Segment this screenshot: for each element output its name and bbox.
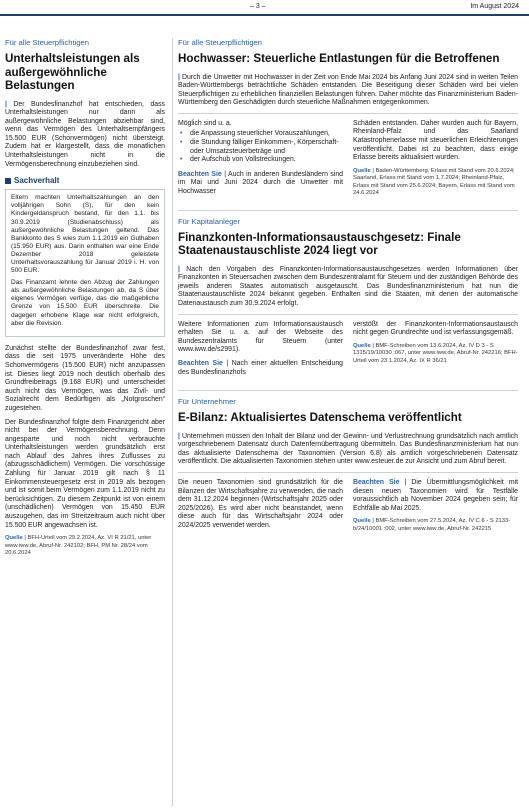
- article-lead: | Der Bundesfinanzhof hat entschieden, dass Unterhaltsleistungen nur dann als außergewöhnliche Belastungen abziehbar sind, wenn das Vermögen des Unterhaltsempfängers 15.500 EUR (Schonvermögen) nicht übersteigt. Zudem hat er klargestellt, dass die monatlichen Unterhaltsleistungen nicht in die Vermögensberechnung einzubeziehen sind.: [5, 101, 165, 170]
- source-label: Quelle: [353, 167, 371, 174]
- article-lead: | Durch die Unwetter mit Hochwasser in der Zeit von Ende Mai 2024 bis Anfang Juni 2024 sind in weiten Teilen Baden-Württembergs beträchtliche Schäden entstanden. Die Beseitigung dieser Schäden wird bei vielen Steuerpflichtigen zu erheblichen finanziellen Belastungen führen. Daher möchte das Finanzministerium Baden-Württemberg den Geschädigten durch steuerliche Maßnahmen entgegenkommen.: [178, 74, 518, 108]
- source-note: Quelle | Baden-Württemberg, Erlass mit Stand vom 20.6.2024; Saarland, Erlass mit Stand vom 1.7.2024; Rheinland-Pfalz, Erlass mit Stand vom 25.6.2024; Bayern, Erlass mit Stand vom 24.6.2024: [353, 167, 515, 197]
- section-label: Für Unternehmer: [178, 397, 236, 407]
- two-column-block: [178, 479, 518, 536]
- section-label: Für alle Steuerpflichtigen: [5, 38, 89, 47]
- source-text: Baden-Württemberg, Erlass mit Stand vom 20.6.2024; Saarland, Erlass mit Stand vom 1.7.2024; Rheinland-Pfalz, Erlass mit Stand vom 25.6.2024; Bayern, Erlass mit Stand vom 24.6.2024: [353, 167, 515, 197]
- divider: [178, 472, 518, 473]
- issue-date: Im August 2024: [470, 3, 519, 10]
- header-rule: [0, 14, 529, 16]
- note-label: Beachten Sie: [178, 170, 222, 178]
- divider: [178, 314, 518, 315]
- list-item: • die Stundung fälliger Einkommen-, Körperschaft- oder Umsatzsteuerbeträge und: [190, 139, 343, 156]
- body-paragraph: Die neuen Taxonomien sind grundsätzlich für die Bilanzen der Wirtschaftsjahre zu verwenden, die nach dem 31.12.2024 beginnen (Wirtschaftsjahr 2025 oder 2025/2026). Es wird aber nicht beanstandet, wenn diese auch für das Wirtschaftsjahr 2024 oder 2024/2025 verwendet werden.: [178, 479, 343, 529]
- sachverhalt-label: Sachverhalt: [14, 176, 60, 186]
- body-paragraph: verstößt der Finanzkonten-Informationsaustausch nicht gegen Grundrechte und ist verfassungsgemäß.: [353, 320, 518, 337]
- divider: [178, 390, 518, 391]
- section-label: Für alle Steuerpflichtigen: [178, 38, 262, 47]
- article-lead: | Nach den Vorgaben des Finanzkonten-Informationsaustauschgesetzes werden Informationen über Finanzkonten in Steuersachen zwischen dem Bundeszentralamt für Steuern und der zuständigen Behörde des jeweils anderen Staates automatisch ausgetauscht. Das Bundesfinanzministerium hat nun die Staatenaustauschliste 2024 bekannt gegeben. Enthalten sind die Staaten, mit denen der automatische Datenaustausch zum 30.9.2024 erfolgt.: [178, 266, 518, 309]
- note-label: Beachten Sie: [178, 359, 223, 367]
- article-unterhalt: [5, 38, 165, 557]
- section-label: Für Kapitalanleger: [178, 216, 241, 226]
- article-title: Hochwasser: Steuerliche Entlastungen für die Betroffenen: [178, 52, 500, 65]
- source-text: BFH-Urteil vom 29.2.2024, Az. VI R 21/21, unter www.iww.de, Abruf-Nr. 242102; BFH, PM Nr. 28/24 vom 20.6.2024: [5, 535, 152, 557]
- two-column-block: [178, 321, 518, 383]
- source-text: BMF-Schreiben vom 27.5.2024, Az. IV C 6 - S 2133-b/24/10001 :002, unter www.iww.de, Abruf-Nr. 242215: [353, 518, 511, 532]
- note-text: Die Übermittlungsmöglichkeit mit diesen neuen Taxonomien wird für Testfälle voraussichtlich ab November 2024 gegeben sein; für Echtfälle ab Mai 2025.: [353, 479, 519, 512]
- body-paragraph: Weitere Informationen zum Informationsaustausch erhalten Sie u. a. auf der Webseite des Bundeszentralamts für Steuern (unter www.iww.de/s2991).: [178, 320, 343, 354]
- column-divider: [172, 38, 173, 806]
- article-title: Unterhaltsleistungen als außergewöhnliche Belastungen: [5, 52, 140, 92]
- note-label: Beachten Sie: [353, 479, 400, 487]
- right-column: [178, 38, 518, 536]
- article-lead: | Unternehmen müssen den Inhalt der Bilanz und der Gewinn- und Verlustrechnung grundsätzlich nach amtlich vorgeschriebenem Datensatz durch Datenfernübertragung übermitteln. Das Bundesfinanzministerium hat nun das aktualisierte Datenschema der Taxonomien (Version 6.8) als amtlich vorgeschriebenen Datensatz veröffentlicht. Die aktualisierten Taxonomien stehen unter www.esteuer.de zur Ansicht und zum Abruf bereit.: [178, 433, 518, 467]
- note: Beachten Sie | Die Übermittlungsmöglichkeit mit diesen neuen Taxonomien wird für Testfälle voraussichtlich ab November 2024 gegeben sein; für Echtfälle ab Mai 2025.: [353, 479, 519, 512]
- page-header: [0, 0, 529, 14]
- square-icon: [5, 178, 11, 184]
- source-label: Quelle: [5, 535, 23, 542]
- article-title: Finanzkonten-Informationsaustauschgesetz: Finale Staatenaustauschliste 2024 liegt vor: [178, 230, 461, 258]
- page-number: – 3 –: [250, 3, 266, 10]
- source-text: BMF-Schreiben vom 13.6.2024, Az. IV D 3 - S 1315/19/10030 :067, unter www.iww.de, Abruf-Nr. 242216; BFH-Urteil vom 23.1.2024, Az. IX R 36/21: [353, 342, 518, 364]
- list-item: • die Anpassung steuerlicher Vorauszahlungen,: [190, 130, 343, 139]
- source-note: Quelle | BMF-Schreiben vom 27.5.2024, Az. IV C 6 - S 2133-b/24/10001 :002, unter www.iww.de, Abruf-Nr. 242215: [353, 518, 511, 532]
- intro-text: Möglich sind u. a.: [178, 119, 232, 127]
- source-label: Quelle: [353, 518, 371, 525]
- two-column-block: [178, 120, 518, 202]
- box-paragraph: Eltern machten Unterhaltszahlungen an den volljährigen Sohn (S), für den kein Kindergeldanspruch bestand, für den 1.1. bis 30.9.2019 (Studienabschluss) als außergewöhnliche Belastungen geltend. Das Bankkonto des S wies zum 1.1.2019 ein Guthaben (15.950 EUR) aus. Darin enthalten war eine Ende Dezember 2018 geleistete Unterhaltsvorauszahlung für Januar 2019 i. H. von 500 EUR.: [11, 194, 159, 275]
- sachverhalt-box: [5, 189, 165, 337]
- source-note: Quelle | BFH-Urteil vom 29.2.2024, Az. VI R 21/21, unter www.iww.de, Abruf-Nr. 242102; BFH, PM Nr. 28/24 vom 20.6.2024: [5, 535, 152, 557]
- note: Beachten Sie | Nach einer aktuellen Entscheidung des Bundesfinanzhofs: [178, 359, 343, 376]
- divider: [178, 210, 518, 211]
- note-text: Nach einer aktuellen Entscheidung des Bundesfinanzhofs: [178, 359, 343, 376]
- source-note: Quelle | BMF-Schreiben vom 13.6.2024, Az. IV D 3 - S 1315/19/10030 :067, unter www.iww.de, Abruf-Nr. 242216; BFH-Urteil vom 23.1.2024, Az. IX R 36/21: [353, 342, 518, 364]
- sachverhalt-heading: [5, 176, 165, 185]
- source-label: Quelle: [353, 342, 371, 349]
- box-paragraph: Das Finanzamt lehnte den Abzug der Zahlungen als außergewöhnliche Belastungen ab, da S über eigenes Vermögen verfüge, das die maßgebliche Grenze von 15.500 EUR überschreite. Die dagegen erhobene Klage war nicht erfolgreich, aber die Revision.: [11, 279, 159, 327]
- body-paragraph: Der Bundesfinanzhof folgte dem Finanzgericht aber nicht bei der Vermögensberechnung. Denn angesparte und noch nicht verbrauchte Unterhaltsleistungen werden grundsätzlich erst nach Ablauf des Jahres ihres Zuflusses zu (abzugsschädlichem) Vermögen. Die vorschüssige Zahlung für Januar 2019 gilt nach § 11 Einkommensteuergesetz erst in 2019 als bezogen und ist somit beim Vermögen zum 1.1.2019 nicht zu berücksichtigen. Zu diesem Zeitpunkt ist von einem (unschädlichen) Vermögen von 15.450 EUR auszugehen, das im Streitzeitraum auch nicht über 15.500 EUR angewachsen ist.: [5, 418, 165, 529]
- measure-list: [178, 130, 343, 164]
- note: Beachten Sie | Auch in anderen Bundesländern sind im Mai und Juni 2024 durch die Unwetter mit Hochwasser: [178, 170, 344, 196]
- body-paragraph: Schäden entstanden. Daher wurden auch für Bayern, Rheinland-Pfalz und das Saarland Katastrophenerlasse mit steuerlichen Erleichterungen veröffentlicht. Dabei ist zu beachten, dass einige Erlasse bereits aktualisiert wurden.: [353, 119, 518, 162]
- list-item: • der Aufschub von Vollstreckungen.: [190, 156, 343, 165]
- divider: [178, 113, 518, 114]
- note-text: Auch in anderen Bundesländern sind im Mai und Juni 2024 durch die Unwetter mit Hochwasser: [178, 170, 344, 196]
- body-paragraph: Zunächst stellte der Bundesfinanzhof zwar fest, dass die seit 1975 unveränderte Höhe des Schonvermögens (15.500 EUR) nicht anzupassen ist. Dieses liegt 2019 noch deutlich oberhalb des Grundfreibetrags (9.168 EUR) und unterscheidet auch nicht das Vermögen, was das Zivil- und Sozialrecht dem Bedürftigen als „Notgroschen“ zugestehen.: [5, 344, 165, 412]
- article-title: E-Bilanz: Aktualisiertes Datenschema veröffentlicht: [178, 411, 462, 425]
